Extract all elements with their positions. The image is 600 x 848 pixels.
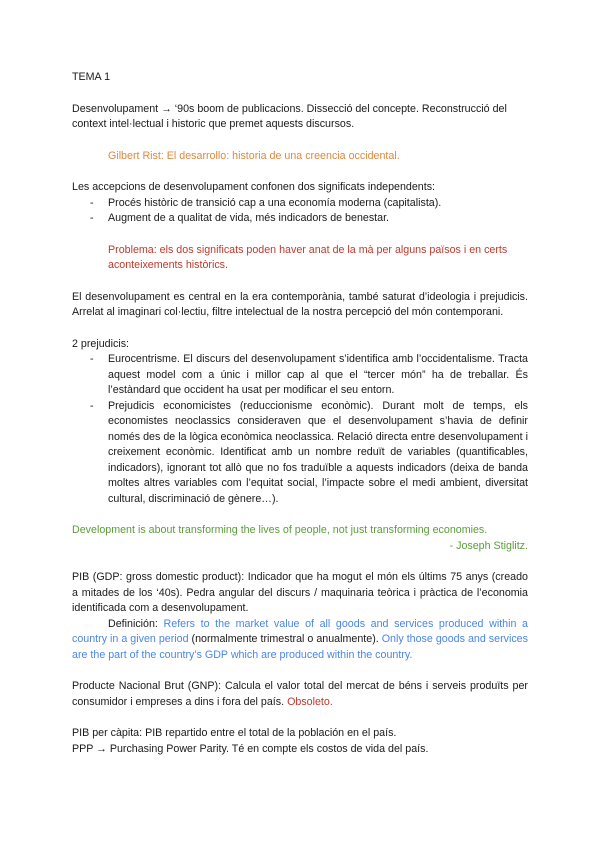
- reference-citation: Gilbert Rist: El desarrollo: historia de una creencia occidental.: [108, 149, 400, 162]
- page-title: TEMA 1: [72, 71, 111, 83]
- definition-english-1: Refers to the market value of all goods and services produced within a country in a given period: [72, 617, 528, 645]
- list-item: - Prejudicis economicistes (reduccionisme econòmic). Durant molt de temps, els economistes neoclassics consideraven que el desenvolupament s’havia de definir només des de la lògica econòmica neoclassica. Relació directa entre desenvolupament i creixement econòmic. Identificat amb un nombre reduït de variables (quantificables, indicadors), ignorant tot allò que no fos traduïble a aquests indicadors (deixa de banda moltes altres variables com l’equitat social, l’impacte sobre el medi ambient, diversitat cultural, discriminació de gènere…).: [90, 399, 528, 505]
- central-paragraph: El desenvolupament es central en la era contemporània, també saturat d’ideologia i prejudicis. Arrelat al imaginari col·lectiu, filtre intelectual de la nostra percepció del món contemporani.: [72, 290, 528, 318]
- ppp-line: PPP → Purchasing Power Parity. Té en compte els costos de vida del país.: [72, 742, 429, 755]
- prejudices-list: [72, 352, 528, 507]
- definition-english-2: Only those goods and services are the part of the country’s GDP which are produced within the country.: [72, 633, 528, 661]
- dash-bullet: -: [90, 399, 94, 412]
- prejudices-lead: 2 prejudicis:: [72, 337, 130, 350]
- quote-author: - Joseph Stiglitz.: [449, 539, 528, 552]
- pib-definition: [72, 617, 528, 664]
- dash-bullet: -: [90, 353, 94, 365]
- acceptions-lead: Les accepcions de desenvolupament confonen dos significats independents:: [72, 181, 436, 193]
- definition-label: Definición:: [108, 617, 158, 630]
- obsolete-note: Obsoleto.: [287, 695, 333, 708]
- list-item: - Eurocentrisme. El discurs del desenvolupament s’identifica amb l’occidentalisme. Tracta aquest model com a únic i millor cap al que el “tercer món” ha de treballar. És l’estàndard que occident ha usat per modificar el seu entorn.: [90, 353, 528, 396]
- stiglitz-quote: Development is about transforming the lives of people, not just transforming economies.: [72, 524, 488, 536]
- list-item: - Augment de a qualitat de vida, més indicadors de benestar.: [72, 211, 528, 227]
- list-item: - Procés històric de transició cap a una economía moderna (capitalista).: [72, 196, 528, 212]
- per-capita-line: PIB per càpita: PIB repartido entre el total de la población en el país.: [72, 727, 397, 739]
- acceptions-list: [72, 196, 528, 227]
- pib-paragraph: PIB (GDP: gross domestic product): Indicador que ha mogut el món els últims 75 anys (creado a mitades de los ‘40s). Pedra angular del discurs / maquinaria teòrica i pràctica de l’economia identificada com a desenvolupament.: [72, 571, 528, 614]
- definition-period: (normalmente trimestral o anualmente).: [191, 633, 379, 645]
- problem-note: Problema: els dos significats poden haver anat de la mà per alguns països i en certs aconteixements històrics.: [108, 243, 508, 271]
- pnb-paragraph: Producte Nacional Brut (GNP): Calcula el valor total del mercat de béns i serveis produïts per consumidor i empreses a dins i fora del país. Obsoleto.: [72, 680, 528, 708]
- intro-paragraph: Desenvolupament → ‘90s boom de publicacions. Dissecció del concepte. Reconstrucció del context intel·lectual i historic que premet aquests discursos.: [72, 102, 507, 130]
- dash-bullet: -: [90, 212, 94, 224]
- dash-bullet: -: [90, 196, 94, 209]
